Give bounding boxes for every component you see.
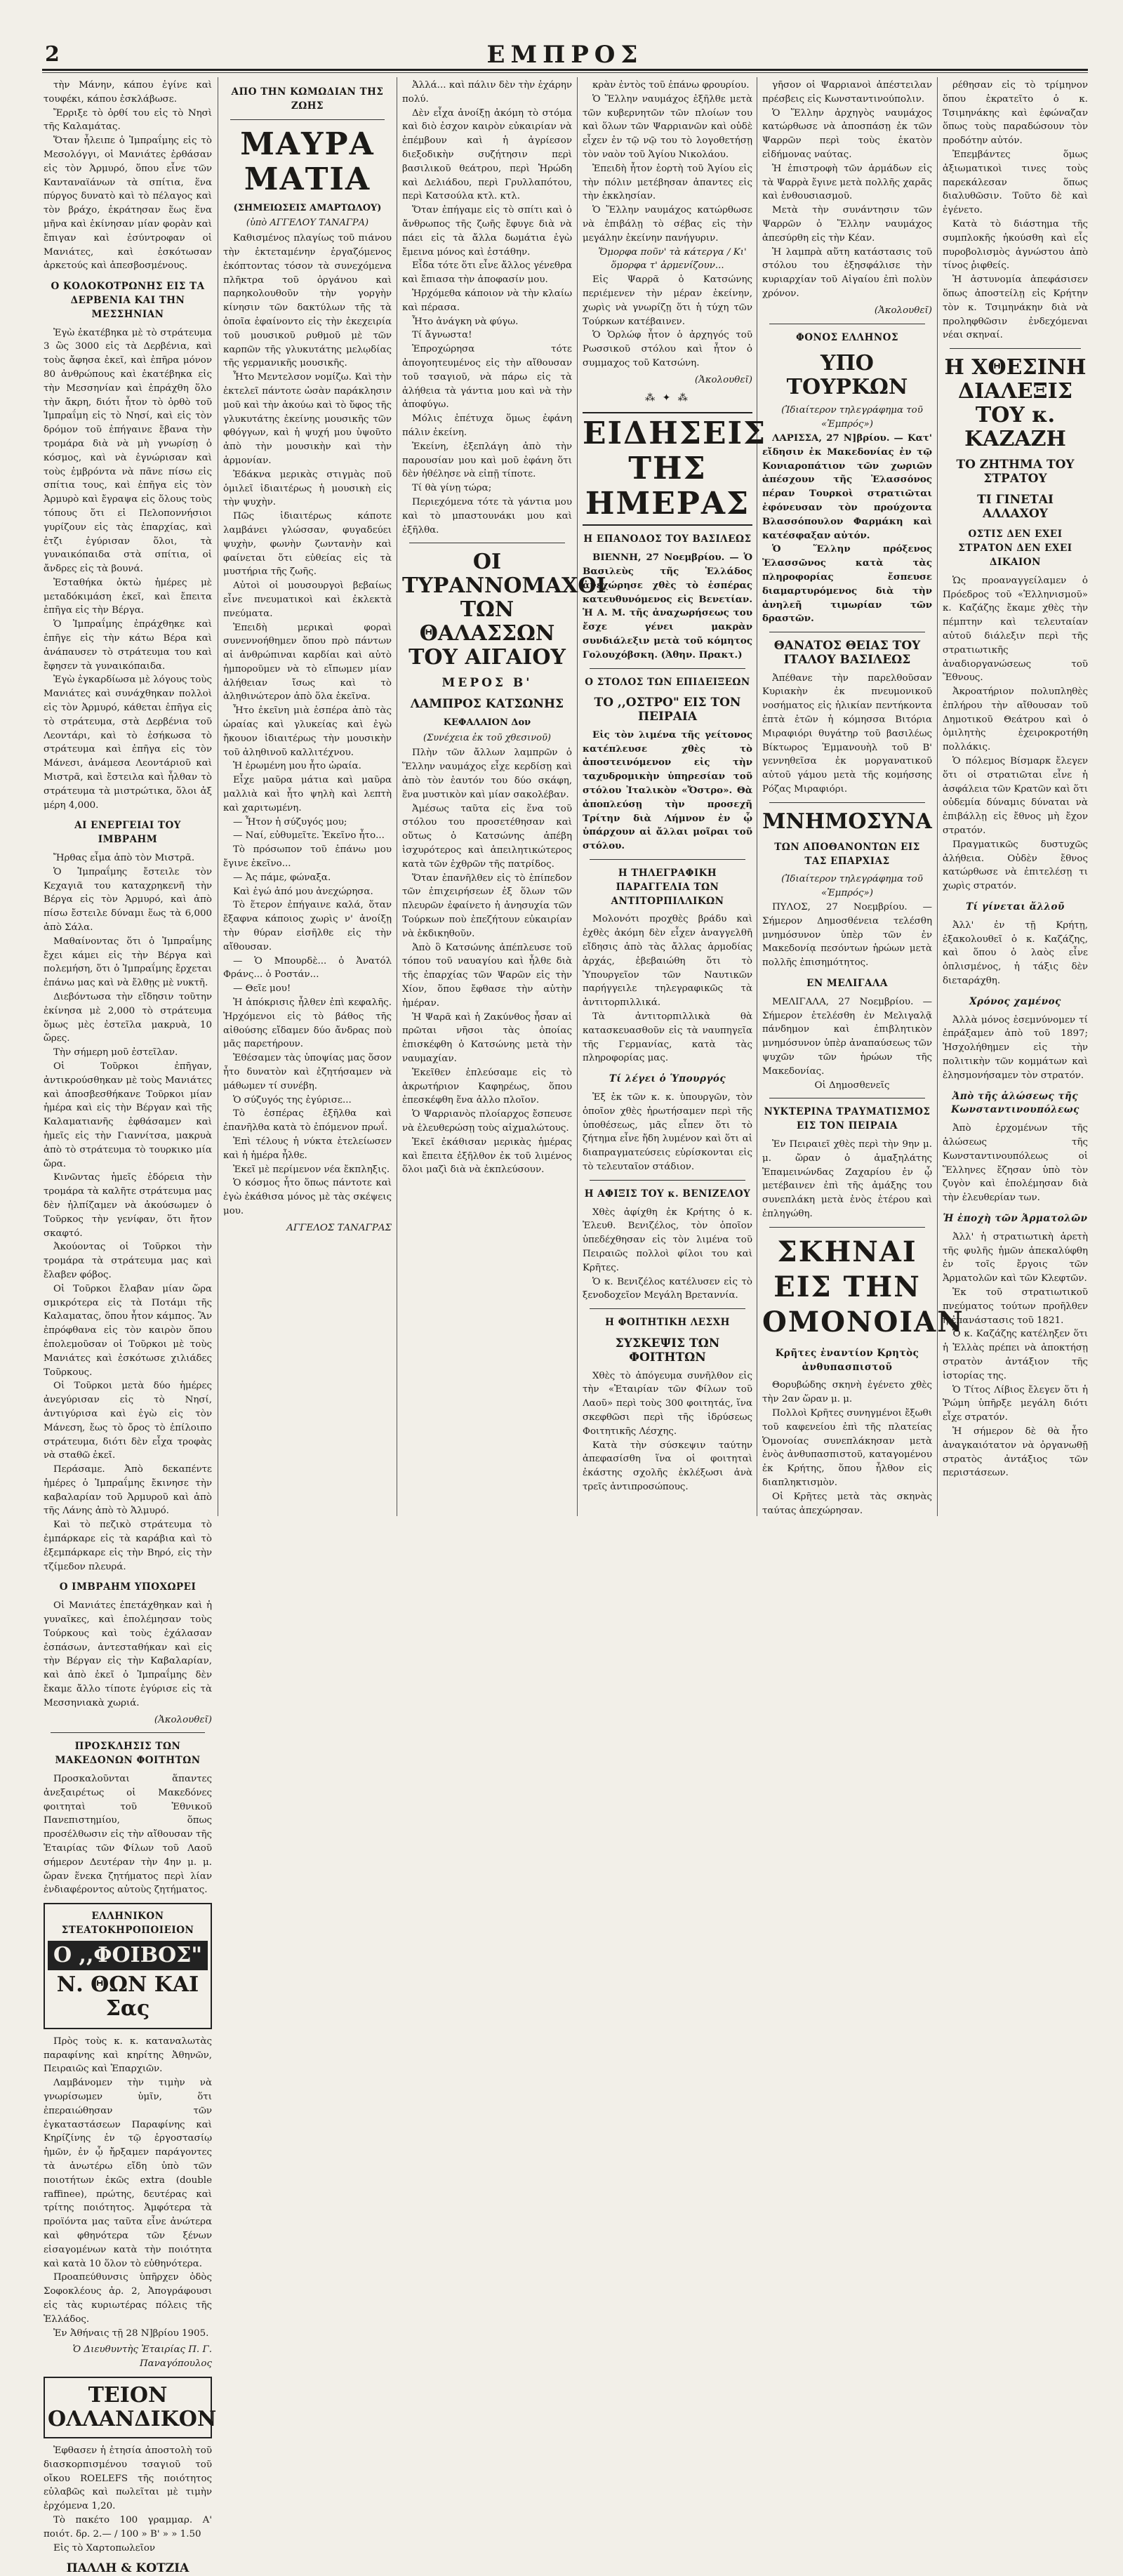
paragraph: (Ἰδιαίτερον τηλεγράφημα τοῦ «Ἐμπρός»)	[781, 874, 923, 899]
paragraph: Πρὸς τοὺς κ. κ. καταναλωτὰς παραφίνης καὶ κηρίτης Ἀθηνῶν, Πειραιῶς καὶ Ἐπαρχιῶν.	[44, 2036, 212, 2075]
divider	[590, 859, 745, 860]
paragraph: Ἐπειδὴ μερικαὶ φοραὶ συνεννοήθημεν ὅπου πρὸ πάντων αἱ ἀνθρώπιναι καρδίαι καὶ αὐτὸ ἠμποροῦμεν νὰ τὸ εἴπωμεν μίαν ἀλήθειαν ἴσως καὶ τὸ ἀληθινώτερον ἀπὸ ὅλα ἐκεῖνα.	[223, 622, 392, 703]
divider	[950, 348, 1081, 349]
paragraph: (Ἰδιαίτερον τηλεγράφημα τοῦ «Ἐμπρός»)	[781, 405, 923, 430]
ad-tea-title: ΤΕΙΟΝ ΟΛΛΑΝΔΙΚΟΝ	[48, 2382, 217, 2431]
paragraph: Ἡ ἀστυνομία ἀπεφάσισεν ὅπως ἀποστείλῃ εἰς Κρήτην τὸν κ. Τσιμηνάκην διὰ νὰ προληφθῶσιν ἐνδεχόμεναι νέαι σκηναί.	[943, 274, 1088, 341]
paragraph: Ὁ Τίτος Λίβιος ἔλεγεν ὅτι ἡ Ῥώμη ὑπῆρξε μεγάλη διότι εἶχε στρατόν.	[943, 1384, 1088, 1423]
news-heading: Η ΑΦΙΞΙΣ ΤΟΥ κ. ΒΕΝΙΖΕΛΟΥ	[584, 1188, 751, 1200]
continued-note: (Ἀκολουθεῖ)	[694, 374, 752, 385]
paragraph: Εἶδα τότε ὅτι εἶνε ἄλλος γένεθρα καὶ ἔπιασα τὴν ἀποφασίν μου.	[402, 260, 572, 286]
paragraph: Διεβόντωσα τὴν εἴδησιν τοῦτην ἐκίνησα μὲ 2,000 τὸ στράτευμα ὅμως μὲς ἐστεῖλα μακρυὰ, 10 ὥρες.	[44, 992, 212, 1044]
paragraph: Ἀλλὰ μόνος ἐσεμνύνομεν τί ἐπράξαμεν ἀπὸ τοῦ 1897; Ἠσχολήθημεν εἰς τὴν πολιτικὴν τῶν κομμάτων καὶ ἐλησμονήσαμεν τὸν στρατόν.	[943, 1014, 1088, 1081]
paragraph: Ἀλλ' ἡ στρατιωτικὴ ἀρετὴ τῆς φυλῆς ἡμῶν ἀπεκαλύφθη ἐν τοῖς ἔργοις τῶν Ἁρματολῶν καὶ τῶν Κλεφτῶν.	[943, 1231, 1088, 1284]
news-heading: ΝΥΚΤΕΡΙΝΑ ΤΡΑΥΜΑΤΙΣΜΟΣ ΕΙΣ ΤΟΝ ΠΕΙΡΑΙΑ	[764, 1106, 931, 1132]
lecture-subheading: Ἡ ἐποχὴ τῶν Ἁρματολῶν	[943, 1212, 1088, 1224]
paragraph: Ὁ κ. Καζάζης κατέληξεν ὅτι ἡ Ἑλλὰς πρέπει νὰ ἀποκτήσῃ στρατὸν ἀντάξιον τῆς ἱστορίας της.	[943, 1329, 1088, 1381]
divider	[230, 119, 385, 120]
paragraph: Ἀπὸ ἐρχομένων τῆς ἁλώσεως τῆς Κωνσταντινουπόλεως οἱ Ἕλληνες ἔζησαν ὑπὸ τὸν ζυγὸν καὶ ἐπολέμησαν διὰ τὴν ἐλευθερίαν των.	[943, 1123, 1088, 1204]
verse: Ὅμορφα ποῦν' τὰ κάτεργα / Κι' ὅμορφα τ' ἀρμενίζουν...	[598, 246, 747, 272]
column-1	[44, 79, 217, 2576]
page-number: 2	[45, 42, 60, 67]
paper-title: ΕΜΠΡΟΣ	[486, 41, 644, 69]
lecture-heading: ΤΟ ΖΗΤΗΜΑ ΤΟΥ ΣΤΡΑΤΟΥ	[956, 458, 1075, 486]
paragraph: Ἐκείνη, ἐξεπλάγη ἀπὸ τὴν παρουσίαν μου καὶ μοῦ ἐφάνη ὅτι δὲν ἠθέλησε νὰ εἰπῇ τίποτε.	[402, 441, 572, 480]
news-heading: ΦΟΝΟΣ ΕΛΛΗΝΟΣ	[795, 331, 898, 343]
paragraph: Ἦτο Μεντελσον νομίζω. Καὶ τὴν ἐκτελεῖ πάντοτε ὡσὰν παράκλησιν μοῦ καὶ τὴν ἀκούω καὶ τὸ ὕφος τῆς γλυκυτάτης ἐκείνης μουσικῆς τῶν φθόγγων, καὶ ἡ ψυχή μου ὑψοῦτο ἀπὸ τὴν μουσικὴν καὶ τὴν ἁρμονίαν.	[223, 372, 392, 466]
paragraph: Ἐγὼ ἐγκαρδίωσα μὲ λόγους τοὺς Μανιάτες καὶ συνάχθηκαν πολλοὶ εἰς τὸν Ἀρμυρό, κάθεται ἐπῆγα εἰς τὸ στράτευμα, στὰ Δερβένια τοῦ Λεοντάρι, καὶ τὸ ἐσήκωσα τὸ στράτευμα καὶ ἐπῆγα εἰς τὸν Μάνεσι, ἀνάμεσα Λεοντάριοῦ καὶ Μιστρᾶ, καὶ ἔστειλα καὶ ἦλθαν τὸ στράτευμα τὰ μιστρώτικα, ὅλοι ἀξ μέρη 4,000.	[44, 675, 212, 811]
paragraph: Ἐπεμβάντες ὅμως ἀξιωματικοὶ τινες τοὺς παρεκάλεσαν ὅπως διαλυθῶσιν. Τοῦτο δὲ καὶ ἐγένετο.	[943, 149, 1088, 216]
story-title: ΜΑΥΡΑ ΜΑΤΙΑ	[240, 126, 375, 197]
paragraph: Ἐκεῖθεν ἐπλεύσαμε εἰς τὸ ἀκρωτήριον Καφηρέως, ὅπου ἐπεσκέφθη ἕνα ἀλλο πλοῖον.	[402, 1067, 572, 1106]
paragraph: Ὁ σύζυγός της ἐγύρισε...	[233, 1094, 352, 1106]
paragraph: Ὁ κόσμος ἦτο ὅπως πάντοτε καὶ ἐγὼ ἐκάθισα μόνος μὲ τὰς σκέψεις μου.	[223, 1178, 392, 1216]
paragraph: Προσκαλοῦνται ἅπαντες ἀνεξαιρέτως οἱ Μακεδόνες φοιτηταὶ τοῦ Ἐθνικοῦ Πανεπιστημίου, ὅπως προσέλθωσιν εἰς τὴν αἴθουσαν τῆς Ἑταιρίας τῶν Φίλων τοῦ Λαοῦ σήμερον Δευτέραν τὴν 4ην μ. μ. ὥραν ἕνεκα ζητήματος περὶ λίαν ἐνδιαφέροντος αὐτοὺς ζητήματος.	[44, 1774, 212, 1896]
paragraph: Ὁ Ψαρριανὸς πλοίαρχος ἔσπευσε νὰ ἐλευθερώσῃ τοὺς αἰχμαλώτους.	[402, 1109, 572, 1134]
section-heading: Ο ΚΟΛΟΚΟΤΡΩΝΗΣ ΕΙΣ ΤΑ ΔΕΡΒΕΝΙΑ ΚΑΙ ΤΗΝ ΜΕΣΣΗΝΙΑΝ	[51, 281, 205, 320]
paragraph: Περιεχόμενα τότε τὰ γάντια μου καὶ τὸ μπαστουνάκι μου καὶ ἐξῆλθα.	[402, 496, 572, 536]
news-heading: Η ΤΗΛΕΓΡΑΦΙΚΗ ΠΑΡΑΓΓΕΛΙΑ ΤΩΝ ΑΝΤΙΤΟΡΠΙΛΛΙΚΩΝ	[611, 868, 724, 907]
lecture-heading: ΤΙ ΓΙΝΕΤΑΙ ΑΛΛΑΧΟΥ	[977, 492, 1054, 521]
paragraph: Ἐγὼ ἐκατέβηκα μὲ τὸ στράτευμα 3 ὣς 3000 εἰς τὰ Δερβένια, καὶ τοὺς ἄφησα ἐκεῖ, καὶ ἐπῆρα μόνον 80 ἀνθρώπους καὶ ἐκατέβηκα εἰς τὴν Μεσσηνίαν καὶ ἐπράχθη ὅλο τὴν ἄκρη, διότι ἦτον τὸ ὀρθὸ τοῦ Ἰμπραΐμη εἰς τὸ Νησί, καὶ εἰς τὸν δρόμον τοῦ ἐπήγαινε ἔβανα τὴν τρομάρα διὰ νὰ μὴ γνωρίσῃ ὁ κόσμος, καὶ νὰ ἐγνώρισαν καὶ τοὺς ἐμβρόντα νὰ πᾶνε πίσω εἰς σπίτια τους, καὶ ἐπῆγα εἰς τὸν Ἀρμυρὸ καὶ ἔγραψα εἰς ὅλους τοὺς τόπους ὅτι εἰ Πελοποννήσιοι γυρίζουν εἰς τὰς ἐπαρχίας, καὶ ἐτζι ἐγύρισαν ὅλοι, τὰ γυναικόπαιδα στὰ σπίτια, οἱ ἄνδρες εἰς τὰ βουνά.	[44, 327, 212, 575]
paragraph: Ἀλλ' ἐν τῇ Κρήτῃ, ἐξακολουθεῖ ὁ κ. Καζάζης, καὶ ὅπου ὁ λαὸς εἶνε ὁπλισμένος, ἡ τάξις δὲν διεταράχθη.	[943, 919, 1088, 987]
section-heading: ΠΡΟΣΚΛΗΣΙΣ ΤΩΝ ΜΑΚΕΔΟΝΩΝ ΦΟΙΤΗΤΩΝ	[55, 1741, 201, 1767]
advertisement-foivos	[44, 1903, 212, 2029]
paragraph: Λαμβάνομεν τὴν τιμὴν νὰ γνωρίσωμεν ὑμῖν, ὅτι ἐπεραιώθησαν τῶν ἐγκαταστάσεων Παραφίνης καὶ Κηρίζίνης ἐν τῷ ἐργοστασίῳ ἡμῶν, ἐν ᾧ ἤρξαμεν παράγοντες τὰ ἀνωτέρω εἴδη ὑπὸ τῶν ποιοτήτων ἑκῶς extra (double raffinee), πρώτης, δευτέρας καὶ τρίτης ποιότητος. Ἀμφότερα τὰ προϊόντα μας ταῦτα εἶνε ἀνώτερα καὶ φθηνότερα τῶν ξένων εἰσαγομένων κατὰ τὴν ποιότητα καὶ κατὰ 10 ὅλον τὸ εὐθηνότερα.	[44, 2078, 212, 2269]
news-title: ΣΚΗΝΑΙ ΕΙΣ ΤΗΝ ΟΜΟΝΟΙΑΝ	[762, 1235, 964, 1339]
paragraph: Τὸ ἑσπέρας ἐξῆλθα καὶ ἐπανῆλθα κατὰ τὸ ἐπόμενον πρωΐ.	[223, 1108, 392, 1134]
column-rule	[577, 77, 578, 1516]
author-signature: ΑΓΓΕΛΟΣ ΤΑΝΑΓΡΑΣ	[286, 1222, 392, 1233]
paragraph: Ὁ Ἰμπραΐμης ἐπράχθηκε καὶ ἐπῆγε εἰς τὴν κάτω Βέρα καὶ ἀνάπαυσεν τὸ στράτευμα του καὶ ἔφησεν τὰ γυναικόπαιδα.	[44, 619, 212, 672]
paragraph: Προαπεύθυνσις ὑπῆρχεν ὁδὸς Σοφοκλέους ἀρ. 2, Ἀπογράφουσι εἰς τὰς κυριωτέρας πόλεις τῆς Ἑλλάδος.	[44, 2272, 212, 2325]
paragraph: Καθισμένος πλαγίως τοῦ πιάνου τὴν ἐκτεταμένην ἐργαζόμενος ἐκόπτοντας τόσον τὰ συνεχόμενα πλῆκτρα τοῦ ὀργάνου καὶ παρηκολουθοῦν τὴν γοργὴν κίνησιν τῶν δακτύλων τῆς τὰ ὁποῖα ἐφαίνοντο εἰς τὴν ἐκεχειρία τοῦ μουσικοῦ ρυθμοῦ μὲ τῶν καρπῶν τῆς γλυκυτάτης μελῳδίας τῆς γερμανικῆς μουσικῆς.	[223, 233, 392, 369]
news-heading: ΘΑΝΑΤΟΣ ΘΕΙΑΣ ΤΟΥ ΙΤΑΛΟΥ ΒΑΣΙΛΕΩΣ	[773, 639, 921, 667]
paragraph: Ὁ πόλεμος Βίσμαρκ ἔλεγεν ὅτι οἱ στρατιῶται εἶνε ἡ ἀσφάλεια τῶν Κρατῶν καὶ ὅτι οὐδεμία δύναμις δύναται νὰ ἐπιβάλλῃ εἰς ἔθνος μὴ ἔχον στρατόν.	[943, 756, 1088, 837]
paragraph: Χθὲς τὸ ἀπόγευμα συνῆλθον εἰς τὴν «Ἑταιρίαν τῶν Φίλων τοῦ Λαοῦ» περὶ τοὺς 300 φοιτητάς, ἵνα σκεφθῶσι περὶ τῆς ἱδρύσεως Φοιτητικῆς Λέσχης.	[583, 1370, 752, 1437]
paragraph: Ἀλλά... καὶ πάλιν δὲν τὴν ἐχάρην πολύ.	[402, 80, 572, 105]
paragraph: Ἐπειδὴ ἦτον ἑορτὴ τοῦ Ἁγίου εἰς τὴν πόλιν μετέβησαν ἀπαντες εἰς τὴν ἐκκλησίαν.	[583, 163, 752, 202]
section-heading: Ο ΙΜΒΡΑΗΜ ΥΠΟΧΩΡΕΙ	[59, 1581, 197, 1593]
paragraph: Οἱ Τοῦρκοι μετὰ δύο ἡμέρες ἀνεγύρισαν εἰς τὸ Νησί, ἀντιγύρισα καὶ ἐγὼ εἰς τὸν Μάνεση, ἔως τὸ ὄρος τὸ ἐπίλοιπο στράτευμα, διότι δὲν εἶχα τροφὰς νὰ σταθῶ ἐκεῖ.	[44, 1381, 212, 1461]
masthead	[42, 41, 1088, 71]
paragraph: Ἔρριξε τὸ ὀρθί του εἰς τὸ Νησὶ τῆς Καλαμάτας.	[44, 107, 212, 133]
paragraph: ΠΥΛΟΣ, 27 Νοεμβρίου. — Σήμερον Δημοσθένεια τελέσθη μνημόσυνον ὑπὲρ τῶν ἐν Μακεδονίᾳ πεσόντων ἡρώων μετὰ πολλῆς ἐπισημότητος.	[762, 902, 932, 969]
paragraph: Ἦτο ἀνάγκη νὰ φύγω.	[412, 316, 519, 327]
paragraph: Ὁ Ἕλλην ναυμάχος ἐξῆλθε μετὰ τῶν κυβερνητῶν τῶν πλοίων του καὶ ὅλων τῶν Ψαρριανῶν καὶ οὐδὲ εἶχεν ἐν τῷ νῷ του τὸ λογοθετήσῃ τὸν ναὸν τοῦ Ἁγίου Νικολάου.	[583, 93, 752, 160]
column-rule	[937, 77, 938, 1516]
paragraph: Ἐφθασεν ἡ ἐτησία ἀποστολὴ τοῦ διασκορπισμένου τσαγιοῦ τοῦ οἴκου ROELEFS τῆς ποιότητος εὐλαβῶς καὶ πωλεῖται μὲ τιμὴν ἐρχόμενα 1,20.	[44, 2445, 212, 2512]
news-heading: ΜΝΗΜΟΣΥΝΑ	[762, 809, 932, 834]
paragraph: — Θεῖε μου!	[233, 983, 291, 995]
paragraph: Ὁ Ἕλλην ἀρχηγὸς ναυμάχος κατώρθωσε νὰ ἀποσπάσῃ ἐκ τῶν Ψαρρῶν περὶ τοὺς ἑκατὸν εἰδήμονας ναύτας.	[762, 107, 932, 160]
paragraph: Ἐν Πειραιεῖ χθὲς περὶ τὴν 9ην μ. μ. ὥραν ὁ ἀμαξηλάτης Ἐπαμεινώνδας Ζαχαρίου ἐν ᾧ μετέβαινεν ἐπὶ τῆς ἀμάξης του συνεπλάκη μετὰ ἑνὸς ἑτέρου καὶ ἐπληγώθη.	[762, 1139, 932, 1219]
paragraph: — Ὁ Μπουρδὲ... ὁ Ἀνατόλ Φράνς... ὁ Ροστάν...	[223, 955, 392, 981]
paragraph: κρὰν ἐντὸς τοῦ ἐπάνω φρουρίου.	[592, 80, 750, 91]
paragraph: ΒΙΕΝΝΗ, 27 Νοεμβρίου. — Ὁ Βασιλεὺς τῆς Ἑλλάδος ἀνεχώρησε χθὲς τὸ ἑσπέρας κατευθυνόμενος εἰς Βενετίαν. Ἡ Α. Μ. τῆς ἀναχωρήσεως του ἔσχε γένει μακρὰν συνδιάλεξιν μετὰ τοῦ κόμητος Γολουχόβσκη. (Ἀθην. Πρακτ.)	[583, 552, 752, 660]
paragraph: Ὅταν ἦλειπε ὁ Ἰμπραΐμης εἰς τὸ Μεσολόγγι, οἱ Μανιάτες ἐρθάσαν εἰς τὸν Ἀρμυρό, ὅπου εἶνε τῶν Κανταναϊάνων τὰ σπίτια, ἕνα πύργος δυνατὸ καὶ τὸ πέλαγος καὶ τὸν βράχο, ἐκράτησαν ἕως ἕνα μῆνα καὶ ἐκίνησαν μίαν φορὰν καὶ ἔπιγαν καὶ ἐσύντροφαν οἱ Μανιάτες, καὶ ἐσκότωσαν ἀρκετούς καὶ ἀπεσβοσμένους.	[44, 135, 212, 272]
lecture-subheading: Χρόνος χαμένος	[969, 995, 1061, 1007]
paragraph: — Ἦτον ἡ σύζυγός μου;	[233, 816, 347, 828]
paragraph: Ὁ κ. Βενιζέλος κατέλυσεν εἰς τὸ ξενοδοχεῖον Μεγάλη Βρεταννία.	[583, 1276, 752, 1301]
paragraph: Χθὲς ἀφίχθη ἐκ Κρήτης ὁ κ. Ἐλευθ. Βενιζέλος, τὸν ὁποῖον ὑπεδέχθησαν εἰς τὸν λιμένα τοῦ Πειραιῶς πολλοὶ φίλοι του καὶ Κρῆτες.	[583, 1207, 752, 1273]
lecture-title: Η ΧΘΕΣΙΝΗ ΔΙΑΛΕΞΙΣ ΤΟΥ κ. ΚΑΖΑΖΗ	[944, 355, 1087, 452]
paragraph: Ἡ ἀπόκρισις ἦλθεν ἐπὶ κεφαλῆς. Ἠρχόμενοι εἰς τὸ βάθος τῆς αἰθούσης εἴδαμεν δύο ἄνδρας ποὺ μᾶς παρετήρουν.	[223, 997, 392, 1050]
story-subtitle: (ΣΗΜΕΙΩΣΕΙΣ ΑΜΑΡΤΩΛΟΥ)	[233, 202, 382, 213]
paragraph: Ἐκεῖ ἐκάθισαν μερικὰς ἡμέρας καὶ ἔπειτα ἐξῆλθον ἐκ τοῦ λιμένος ὅλοι μαζὶ διὰ νὰ ἐκπλεύσουν.	[402, 1136, 572, 1176]
continued-note: (Ἀκολουθεῖ)	[154, 1714, 212, 1725]
news-section-title: ΕΙΔΗΣΕΙΣ ΤΗΣ ΗΜΕΡΑΣ	[583, 412, 752, 526]
paragraph: Ὅταν ἐπήγαμε εἰς τὸ σπίτι καὶ ὁ ἄνθρωπος τῆς ζωῆς ἔφυγε διὰ νὰ πάει εἰς τὰ ἄλλα δωμάτια ἐγὼ ἔμεινα μόνος καὶ ἐστάθην.	[402, 205, 572, 258]
paragraph: Οἱ Κρῆτες μετὰ τὰς σκηνὰς ταύτας ἀπεχώρησαν.	[762, 1491, 932, 1516]
paragraph: Καὶ τὸ πεζικὸ στράτευμα τὸ ἐμπάρκαρε εἰς τὰ καράβια καὶ τὸ ἐξεμπάρκαρε εἰς τὴν Βηρό, εἰς τὴν τζίμεδον πλευρά.	[44, 1520, 212, 1572]
paragraph: Εἰς τὸ Χαρτοπωλεῖον	[53, 2542, 156, 2554]
paragraph: Ἀπὸ ὃ Κατσώνης ἀπέπλευσε τοῦ τόπου τοῦ ναυαγίου καὶ ἦλθε διὰ τῆς ἐπαρχίας τῶν Ψαρῶν εἰς τὴν Χίον, ὅπου ἔφθασε τὴν αὐτὴν ἡμέραν.	[402, 942, 572, 1009]
serial-title: ΟΙ ΤΥΡΑΝΝΟΜΑΧΟΙ ΤΩΝ ΘΑΛΑΣΣΩΝ ΤΟΥ ΑΙΓΑΙΟΥ	[402, 550, 606, 670]
paragraph: Πλὴν τῶν ἄλλων λαμπρῶν ὁ Ἕλλην ναυμάχος εἶχε κερδίσῃ καὶ ἀπὸ τὸν ἑαυτόν του δύο σκάφη, ἕνα μυστικὸν καὶ μίαν σακολέβαν.	[402, 748, 572, 800]
serial-author: ΛΑΜΠΡΟΣ ΚΑΤΣΩΝΗΣ	[410, 697, 564, 712]
section-kicker: ΑΠΟ ΤΗΝ ΚΩΜΩΔΙΑΝ ΤΗΣ ΖΩΗΣ	[231, 86, 384, 112]
paragraph: Εἶχε μαῦρα μάτια καὶ μαῦρα μαλλιὰ καὶ ἦτο ψηλὴ καὶ λεπτὴ καὶ χαριτωμένη.	[223, 775, 392, 814]
news-heading: ΣΥΣΚΕΨΙΣ ΤΩΝ ΦΟΙΤΗΤΩΝ	[615, 1336, 720, 1365]
news-heading: Η ΦΟΙΤΗΤΙΚΗ ΛΕΣΧΗ	[605, 1317, 730, 1329]
paragraph: Ἀμέσως ταῦτα εἰς ἕνα τοῦ στόλου του προσετέθησαν καὶ οὕτως ὁ Κατσώνης ἀπέβη ἰσχυρότερος καὶ ἀπειλητικώτερος κατὰ τῶν ἐχθρῶν τῆς πατρίδος.	[402, 803, 572, 870]
divider	[590, 1180, 745, 1181]
paragraph: Ἐσταθήκα ὀκτὼ ἡμέρες μὲ μεταδόκιμάση ἐκεῖ, καὶ ἔπειτα ἐπῆγα εἰς τὴν Βέργα.	[44, 577, 212, 616]
paragraph: Ἡ ἐπιστροφὴ τῶν ἀρμάδων εἰς τὰ Ψαρρὰ ἔγινε μετὰ πολλῆς χαρᾶς καὶ ἐνθουσιασμοῦ.	[762, 163, 932, 202]
paragraph: Ἐκ τοῦ στρατιωτικοῦ πνεύματος τούτων προῆλθεν ἡ ἐπανάστασις τοῦ 1821.	[943, 1287, 1088, 1326]
paragraph: ΛΑΡΙΣΣΑ, 27 Ν]βρίου. — Κατ' εἴδησιν ἐκ Μακεδονίας ἐν τῷ Κονιαροπάτιον τῶν χωριῶν ἀπέσχουν τῆς Ἐλασσόνος πέραν Τουρκοὶ στρατιῶται ἐφόνευσαν τὸν προύχοντα Βλασσόπουλον Φαρμάκη καὶ κατέσφαξαν αὐτόν.	[762, 432, 932, 541]
paragraph: Ἀκροατήριον πολυπληθὲς ἐπλήρου τὴν αἴθουσαν τοῦ Δημοτικοῦ Θεάτρου καὶ ὁ ὁμιλητὴς ἐχειροκροτήθη πολλάκις.	[943, 686, 1088, 753]
paragraph: Ὡς προαναγγείλαμεν ὁ Πρόεδρος τοῦ «Ἑλληνισμοῦ» κ. Καζάζης ἔκαμε χθὲς τὴν πέμπτην καὶ τελευταίαν αὐτοῦ διάλεξιν περὶ τῆς στρατιωτικῆς ἀναδιοργανώσεως τοῦ Ἔθνους.	[943, 575, 1088, 684]
byline: (ὑπὸ ΑΓΓΕΛΟΥ ΤΑΝΑΓΡΑ)	[246, 218, 369, 229]
news-heading: ΥΠΟ ΤΟΥΡΚΩΝ	[786, 351, 908, 400]
divider	[51, 1732, 205, 1733]
paragraph: Τὰ ἀντιτορπιλλικὰ θὰ κατασκευασθοῦν εἰς τὰ ναυπηγεῖα τῆς Γερμανίας, κατὰ τὰς πληροφορίας μας.	[583, 1011, 752, 1064]
paragraph: Αὐτοὶ οἱ μουσουργοὶ βεβαίως εἶνε πνευματικοὶ καὶ ἐκλεκτὰ πνεύματα.	[223, 580, 392, 619]
serial-part: ΜΕΡΟΣ Β'	[441, 676, 533, 691]
paragraph: Ὅταν ἐπανῆλθεν εἰς τὸ ἐπίπεδον τῶν ἐπιχειρήσεων ἐξ ὅλων τῶν πλευρῶν ἐφαίνετο ἡ ἀνησυχία τῶν Τούρκων ποὺ ἐπεζήτουν εὐκαιρίαν νὰ ἐκδικηθοῦν.	[402, 872, 572, 939]
serial-continued: (Συνέχεια ἐκ τοῦ χθεσινοῦ)	[423, 732, 551, 743]
paragraph: — Ναί, εὐθυμεῖτε. Ἐκεῖνο ἦτο...	[233, 830, 385, 842]
paragraph: Ἀκούοντας οἱ Τοῦρκοι τὴν τρομάρα τὰ στράτευμα μας καὶ ἔλαβεν φόβος.	[44, 1242, 212, 1280]
news-heading: ΤΟ ,,ΟΣΤΡΟ" ΕΙΣ ΤΟΝ ΠΕΙΡΑΙΑ	[594, 696, 741, 724]
ad-date: Ἐν Ἀθήναις τῇ 28 Ν]βρίου 1905.	[53, 2328, 209, 2339]
divider	[590, 668, 745, 669]
paragraph: Πολλοὶ Κρῆτες συνηγμένοι ἔξωθι τοῦ καφενείου ἐπὶ τῆς πλατείας Ὁμονοίας συνεπλάκησαν μετὰ ἑνὸς ἀνθυπασπιστοῦ, καταγομένου ἐκ Κρήτης, ὅπου ἦλθον εἰς διαπληκτισμὸν.	[762, 1407, 932, 1488]
paragraph: Ἐδάκνα μερικὰς στιγμὰς ποῦ ὁμιλεῖ ἰδιαιτέρως ἡ μουσικὴ εἰς τὴν ψυχὴν.	[223, 469, 392, 508]
lecture-heading: ΟΣΤΙΣ ΔΕΝ ΕΧΕΙ ΣΤΡΑΤΟΝ ΔΕΝ ΕΧΕΙ ΔΙΚΑΙΟΝ	[958, 529, 1072, 568]
news-subheading: Τί λέγει ὁ Ὑπουργός	[609, 1073, 726, 1085]
news-heading: ΤΩΝ ΑΠΟΘΑΝΟΝΤΩΝ ΕΙΣ ΤΑΣ ΕΠΑΡΧΙΑΣ	[774, 841, 920, 867]
paragraph: Θορυβώδης σκηνὴ ἐγένετο χθὲς τὴν 2αν ὥραν μ. μ.	[762, 1380, 932, 1405]
paragraph: Ἠρχόμεθα κάποιον νὰ τὴν κλαίω καὶ πέρασα.	[402, 288, 572, 313]
paragraph: Καὶ ἐγώ ἀπό μου ἀνεχώρησα.	[233, 886, 373, 897]
advertisement-tea	[44, 2377, 217, 2438]
paragraph: Οἱ Δημοσθενεῖς	[814, 1080, 890, 1091]
paragraph: Ἡ ἐρωμένη μου ἦτο ὡραία.	[233, 761, 361, 772]
news-heading: Η ΕΠΑΝΟΔΟΣ ΤΟΥ ΒΑΣΙΛΕΩΣ	[583, 533, 752, 545]
paragraph: Κατὰ τὴν σύσκεψιν ταύτην ἀπεφασίσθη ἵνα οἱ φοιτηταὶ ἐκάστης σχολῆς ἐκλέξωσι ἀνὰ τρεῖς ἀντιπροσώπους.	[583, 1440, 752, 1492]
paragraph: Ἐπὶ τέλους ἡ νύκτα ἐτελείωσεν καὶ ἡ ἡμέρα ἦλθε.	[223, 1136, 392, 1161]
paragraph: Ἐθέσαμεν τὰς ὑποψίας μας ὅσον ἦτο δυνατὸν καὶ ἐζητήσαμεν νὰ μάθωμεν τί συνέβη.	[223, 1053, 392, 1091]
masthead-rule	[42, 72, 1088, 73]
divider	[769, 802, 925, 803]
paragraph: Ὁ Ἕλλην ναυμάχος κατώρθωσε νὰ ἐπιβάλῃ τὸ σέβας εἰς τὴν μεγάλην ἐκείνην πανήγυριν.	[583, 205, 752, 244]
divider	[769, 1227, 925, 1228]
ad-kicker: ΕΛΛΗΝΙΚΟΝ ΣΤΕΑΤΟΚΗΡΟΠΟΙΕΙΟΝ	[61, 1911, 194, 1936]
paragraph: τὴν Μάνην, κάπου ἐγίνε καὶ τουφέκι, κάπου ἐσκλάβωσε.	[44, 80, 212, 105]
ornament-divider: ⁂ ✦ ⁂	[645, 392, 690, 404]
paragraph: Ἐκεῖ μὲ περίμενον νέα ἔκπληξις.	[233, 1164, 390, 1175]
news-subheading: ΕΝ ΜΕΛΙΓΑΛΑ	[806, 978, 888, 990]
section-heading: ΑΙ ΕΝΕΡΓΕΙΑΙ ΤΟΥ ΙΜΒΡΑΗΜ	[74, 820, 181, 846]
column-5	[762, 79, 964, 1516]
column-3	[402, 79, 606, 1511]
paragraph: Ἡ λαμπρὰ αὕτη κατάστασις τοῦ στόλου του ἐξησφάλισε τὴν κυριαρχίαν τοῦ Αἰγαίου ἐπὶ πολὺν χρόνον.	[762, 246, 932, 299]
paragraph: ρέθησαν εἰς τὸ τρίμηνον ὅπου ἐκρατεῖτο ὁ κ. Τσιμηνάκης καὶ ἐφώναζαν ὅπως τοὺς παραδώσουν τὸν προδότην αὐτόν.	[943, 80, 1088, 147]
paragraph: Οἱ Τοῦρκοι ἐπῆγαν, ἀντικρούσθηκαν μὲ τοὺς Μανιάτες καὶ ἀποσβεσθήκανε Τοῦρκοι μίαν ἡμέρα καὶ εἰς τὴν Βέργαν καὶ τῆς Καλαματιανῆς ἐφθάσαμεν καὶ ἡμεῖς εἰς τὴν Γιαννίτσα, μακρυὰ ἀπὸ τὸ στράτευμα τὸ τουρκικο μία ὥρα.	[44, 1061, 212, 1169]
paragraph: γῆσον οἱ Ψαρριανοὶ ἀπέστειλαν πρέσβεις εἰς Κωνσταντινούπολιν.	[762, 80, 932, 105]
paragraph: Μόλις ἐπέτυχα ὅμως ἐφάνη πάλιν ἐκείνη.	[402, 413, 572, 438]
paragraph: Ὁ Ἰμπραΐμης ἔστειλε τὸν Κεχαγιᾶ του καταχρηκενῆ τὴν Βέργα εἰς τὸν Ἀρμυρό, καὶ ἀπὸ πίσω ἔστειλε δύναμι ἕως τὰ 6,000 ἀπὸ Σάλα.	[44, 866, 212, 934]
paragraph: Δὲν εἶχα ἀνοίξῃ ἀκόμη τὸ στόμα καὶ διὸ ἐσχον καιρὸν εὐκαιρίαν νὰ ἐπέμβουν καὶ ἡ ἀγρίεσον διεξοδικὴν συζήτησιν περὶ βασιλικοῦ θεάτρου, περὶ Ἡρώδη καὶ Δελιάδου, περὶ Γρυλλαπότου, περὶ Κατσούλα κτλ. κτλ.	[402, 107, 572, 202]
divider	[590, 1308, 745, 1309]
paragraph: Εἰς τὸν λιμένα τῆς γείτονος κατέπλευσε χθὲς τὸ ἀποστεινόμενον εἰς τὴν ταχυδρομικὴν ὑπηρεσίαν τοῦ στόλου Ἰταλικὸν «Ὄστρο». Θὰ ἀποπλεύσῃ τὴν προσεχῆ Τρίτην διὰ Λήμνον ἐν ᾧ ὑπάρχουν αἱ ἄλλαι μοῖραι τοῦ στόλου.	[583, 729, 752, 852]
lecture-subheading: Ἀπὸ τῆς ἁλώσεως τῆς Κωνσταντινουπόλεως	[951, 1090, 1079, 1116]
news-subheading: Κρῆτες ἐναντίον Κρητὸς ἀνθυπασπιστοῦ	[775, 1347, 919, 1373]
serial-chapter: ΚΕΦΑΛΑΙΟΝ Δον	[443, 717, 531, 728]
column-6	[943, 79, 1088, 1511]
column-4	[583, 79, 767, 1511]
ad-firm-name: Ν. ΘΩΝ ΚΑΙ Σας	[56, 1972, 199, 2021]
paragraph: Κινῶντας ἡμεῖς ἐδόρεια τὴν τρομάρα τὰ καλῆτε στράτευμα μας δὲν ἠλπίζαμεν νὰ ἀκούσωμεν ὁ Τοῦρκος τὴν γενίφαν, ὅτι ἤτον σκαφτό.	[44, 1172, 212, 1239]
column-2	[223, 79, 392, 1511]
paragraph: Ἐξ ἐκ τῶν κ. κ. ὑπουργῶν, τὸν ὁποῖον χθὲς ἠρωτήσαμεν περὶ τῆς ὑποθέσεως, μᾶς εἶπεν ὅτι τὸ ζήτημα εἶνε ἤδη λυμένον καὶ ὅτι αἱ διαπραγματεύσεις εὑρίσκονται εἰς τὸ τελευταῖον στάδιον.	[583, 1092, 752, 1172]
paragraph: Πῶς ἰδιαιτέρως κάποτε λαμβάνει γλώσσαν, φυγαδεύει ψυχὴν, φωνὴν ζωντανὴν καὶ φαίνεται ὅτι εὐθείας εἰς τὰ μυστήρια τῆς ζωῆς.	[223, 511, 392, 578]
paragraph: Ἡ Ψαρᾶ καὶ ἡ Ζακύνθος ἦσαν αἱ πρῶται νῆσοι τὰς ὁποίας ἐπισκέφθη ὁ Κατσώνης μετὰ τὴν ναυμαχίαν.	[402, 1011, 572, 1065]
paragraph: Οἱ Τοῦρκοι ἔλαβαν μίαν ὥρα σμικρότερα εἰς τὰ Ποτάμι τῆς Καλαματας, ὅπου ἦτον κάμπος. Ἂν ἐπρόφθανα εἰς τὸν καιρὸν ὅπου ἐπολεμοῦσαν οἱ Τοῦρκοι μὲ τοὺς Μανιάτες καὶ ἐσκότωσε χιλιάδες Τοῦρκους.	[44, 1283, 212, 1378]
paragraph: — Ἀς πάμε, φώναξα.	[233, 872, 331, 883]
ad-shop-name: ΠΑΛΛΗ & ΚΟΤΖΙΑ	[66, 2561, 190, 2576]
paragraph: Μετὰ τὴν συνάντησιν τῶν Ψαρρῶν ὁ Ἕλλην ναυμάχος ἀπεσύρθη εἰς τὴν Κέαν.	[762, 205, 932, 244]
paragraph: Ἀπέθανε τὴν παρελθοῦσαν Κυριακὴν ἐκ πνευμονικοῦ νοσήματος εἰς ἡλικίαν πεντήκοντα ἑπτὰ ἐτῶν ἡ κόμησσα Βιτόρια Μιραφιόρι θυγάτηρ τοῦ βασιλέως Βίκτωρος Ἐμμανουὴλ τοῦ Β' γεννηθεῖσα ἐκ μοργανατικοῦ αὐτοῦ γάμου μετὰ τῆς κομήσσης Ρόζας Μιραφιόρι.	[762, 672, 932, 795]
paragraph: Οἱ Μανιάτες ἐπετάχθηκαν καὶ ἡ γυναῖκες, καὶ ἐπολέμησαν τοὺς Τούρκους καὶ τοὺς ἐχάλασαν ἐσπάσων, ἀντεσταθήκαν καὶ εἰς τὴν Βέργαν εἰς τὴν Καβαλαρίαν, καὶ ἀπὸ ἐκεῖ ὁ Ἰμπραΐμης δὲν ἔκαμε ἄλλο τίποτε ἐγύρισε εἰς τὰ Μεσσηνιακὰ χωριά.	[44, 1600, 212, 1708]
paragraph: Ἤρθας εἶμα ἀπὸ τὸν Μιστρᾶ.	[53, 853, 195, 864]
paragraph: Τὸ ἕτερον ἐπήγαινε καλά, ὅταν ἔξαφνα κάποιος χωρὶς ν' ἀνοίξῃ τὴν θύραν εἰσῆλθε εἰς τὴν αἴθουσαν.	[223, 900, 392, 952]
paragraph: Ὁ Ἕλλην πρόξενος Ἐλασσῶνος κατὰ τὰς πληροφορίας ἔσπευσε διαμαρτυρόμενος διὰ τὴν ἀνηλεῆ τιμωρίαν τῶν δραστῶν.	[762, 543, 932, 625]
paragraph: Ὁ Ὁρλώφ ἦτον ὁ ἀρχηγός τοῦ Ρωσσικοῦ στόλου καὶ ἦτον ὁ συμμαχος τοῦ Κατσώνη.	[583, 330, 752, 369]
paragraph: Ἡ σήμερον δὲ θὰ ἦτο ἀναγκαιότατον νὰ ὀργανωθῇ στρατὸς ἀντάξιος τῶν περιστάσεων.	[943, 1426, 1088, 1479]
paragraph: Ἐπροχώρησα τότε ἀπογοητευμένος εἰς τὴν αἴθουσαν τοῦ τσαγιοῦ, νὰ πάρω εἰς τὰ ἀλήθεια τὰ γάντια μου καὶ νὰ τὴν ἀποφύγω.	[402, 344, 572, 411]
paragraph: Τὴν σήμερη μοῦ ἐστεῖλαν.	[53, 1047, 178, 1058]
lecture-subheading: Τί γίνεται ἄλλοῦ	[966, 901, 1065, 913]
paragraph: Μολονότι προχθὲς βράδυ καὶ ἐχθὲς ἀκόμη δὲν εἶχεν ἀναγγελθῆ εἴδησις ἀπὸ τὰς ἄλλας ἁρμοδίας ἀρχάς, ἐβεβαιώθη ὅτι τὸ Ὑπουργεῖον τῶν Ναυτικῶν παρήγγειλε τηλεγραφικῶς τὰ ἀντιτορπιλλικά.	[583, 914, 752, 1009]
paragraph: Περάσαμε. Ἀπὸ δεκαπέντε ἡμέρες ὁ Ἰμπραΐμης ἔκινησε τὴν καβαλαρίαν τοῦ Ἀρμυροῦ καὶ ἀπὸ τῆς Λάνης ἀπὸ τὸ Ἁλμυρό.	[44, 1464, 212, 1517]
paragraph: Εἰς Ψαρρᾶ ὁ Κατσώνης περιέμενεν τὴν μέραν ἐκείνην, χωρὶς νὰ γνωρίζῃ ὅτι ἡ τύχη τῶν Τούρκων κατέβαινεν.	[583, 274, 752, 327]
paragraph: Τὸ πρόσωπον τοῦ ἐπάνω μου ἔγινε ἐκεῖνο...	[223, 844, 392, 870]
paragraph: Ἦτο ἐκεῖνη μιὰ ἑσπέρα ἀπὸ τὰς ὡραίας καὶ γλυκείας καὶ ἐγὼ ἤκουον ἰδιαιτέρως τὴν μουσικὴν τοῦ ἀληθινοῦ καλλιτέχνου.	[223, 705, 392, 758]
paragraph: Μαθαίνοντας ὅτι ὁ Ἰμπραΐμης ἔχει κάμει εἰς τὴν Βέργα καὶ πολεμήση, ὅτι ὁ Ἰμπραΐμης ἔρχεται ἐπάνω μας καὶ νὰ ἔλθῃς μὲ νυκτῆ.	[44, 936, 212, 989]
paragraph: Κατὰ τὸ διάστημα τῆς συμπλοκῆς ἠκούσθη καὶ εἷς πυροβολισμὸς ἀγνώστου ἀπὸ τίνος ῥιφθείς.	[943, 218, 1088, 272]
news-heading: Ο ΣΤΟΛΟΣ ΤΩΝ ΕΠΙΔΕΙΞΕΩΝ	[585, 676, 750, 688]
paragraph: ΜΕΛΙΓΑΛΑ, 27 Νοεμβρίου. — Σήμερον ἐτελέσθη ἐν Μελιγαλᾷ πάνδημον καὶ ἐπιβλητικὸν μνημόσυνον ὑπὲρ ἀναπαύσεως τῶν ψυχῶν τῶν ἡρώων τῆς Μακεδονίας.	[762, 996, 932, 1077]
paragraph: Τί θὰ γίνῃ τώρα;	[412, 483, 492, 494]
ad-signature: Ὁ Διευθυντὴς Ἐταιρίας Π. Γ. Παναγόπουλος	[72, 2344, 212, 2370]
paragraph: Τὸ πακέτο 100 γραμμαρ. Α' ποιότ. δρ. 2.— / 100 » Β' » » 1.50	[44, 2514, 212, 2540]
continued-note: (Ἀκολουθεῖ)	[874, 305, 932, 316]
paragraph: Πραγματικῶς δυστυχῶς ἀλήθεια. Οὐδὲν ἔθνος κατώρθωσε νὰ ἐπιτελέσῃ τι χωρὶς στρατόν.	[943, 839, 1088, 892]
ad-brand-name: Ο ,,ΦΟΙΒΟΣ"	[48, 1941, 208, 1970]
paragraph: Τί ἄγνωστα!	[412, 330, 472, 341]
